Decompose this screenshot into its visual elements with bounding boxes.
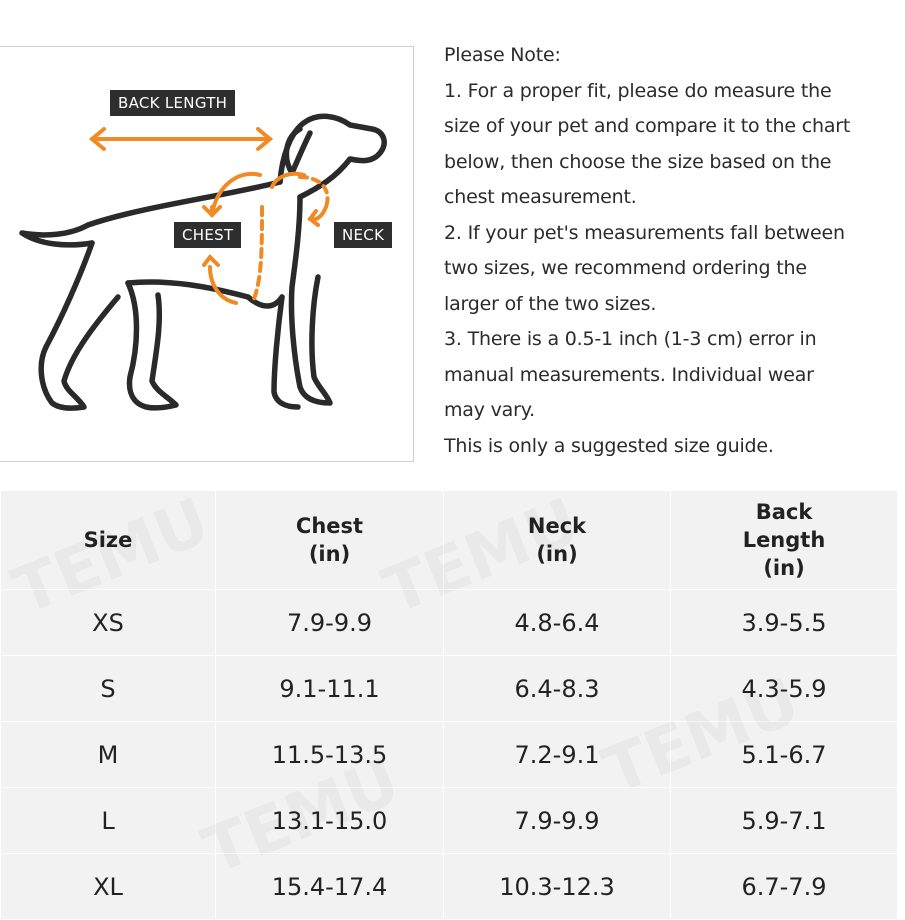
- dog-outline: [22, 116, 384, 408]
- size-cell: XS: [1, 590, 216, 656]
- dog-measurement-diagram: [0, 46, 414, 462]
- neck-cell: 10.3-12.3: [444, 854, 671, 920]
- neck-arrow: [300, 177, 328, 225]
- note-line: may vary.: [444, 399, 535, 421]
- table-row: [1, 656, 898, 722]
- note-line: size of your pet and compare it to the chart: [444, 115, 851, 137]
- back-length-cell: 5.9-7.1: [671, 788, 898, 854]
- note-line: This is only a suggested size guide.: [444, 434, 774, 457]
- back-length-cell: 4.3-5.9: [671, 656, 898, 722]
- size-chart-table: [0, 490, 898, 920]
- neck-cell: 7.2-9.1: [444, 722, 671, 788]
- neck-cell: 7.9-9.9: [444, 788, 671, 854]
- header-chest: Chest (in): [216, 491, 444, 590]
- neck-label: NECK: [334, 222, 392, 248]
- size-notes: [444, 38, 899, 464]
- header-neck: Neck (in): [444, 491, 671, 590]
- chest-label: CHEST: [174, 222, 241, 248]
- size-cell: M: [1, 722, 216, 788]
- chest-cell: 9.1-11.1: [216, 656, 444, 722]
- note-line: two sizes, we recommend ordering the: [444, 257, 807, 279]
- back-length-cell: 5.1-6.7: [671, 722, 898, 788]
- neck-cell: 6.4-8.3: [444, 656, 671, 722]
- size-cell: L: [1, 788, 216, 854]
- chest-cell: 13.1-15.0: [216, 788, 444, 854]
- header-back-length: Back Length (in): [671, 491, 898, 590]
- chest-cell: 15.4-17.4: [216, 854, 444, 920]
- chest-cell: 7.9-9.9: [216, 590, 444, 656]
- back-length-label: BACK LENGTH: [110, 90, 235, 116]
- note-line: 2. If your pet's measurements fall between: [444, 221, 845, 244]
- note-line: larger of the two sizes.: [444, 292, 657, 315]
- back-length-cell: 3.9-5.5: [671, 590, 898, 656]
- table-header-row: [1, 491, 898, 590]
- table-row: [1, 590, 898, 656]
- table-row: [1, 854, 898, 920]
- note-line: chest measurement.: [444, 186, 637, 208]
- size-cell: S: [1, 656, 216, 722]
- notes-heading: Please Note:: [444, 44, 561, 66]
- neck-cell: 4.8-6.4: [444, 590, 671, 656]
- note-line: manual measurements. Individual wear: [444, 363, 814, 386]
- note-line: below, then choose the size based on the: [444, 150, 832, 173]
- note-line: 3. There is a 0.5-1 inch (1-3 cm) error in: [444, 328, 817, 350]
- back-length-cell: 6.7-7.9: [671, 854, 898, 920]
- size-cell: XL: [1, 854, 216, 920]
- chest-cell: 11.5-13.5: [216, 722, 444, 788]
- table-row: [1, 788, 898, 854]
- note-line: 1. For a proper fit, please do measure the: [444, 79, 832, 102]
- back-length-arrow: [92, 129, 270, 149]
- table-row: [1, 722, 898, 788]
- header-size: Size: [1, 491, 216, 590]
